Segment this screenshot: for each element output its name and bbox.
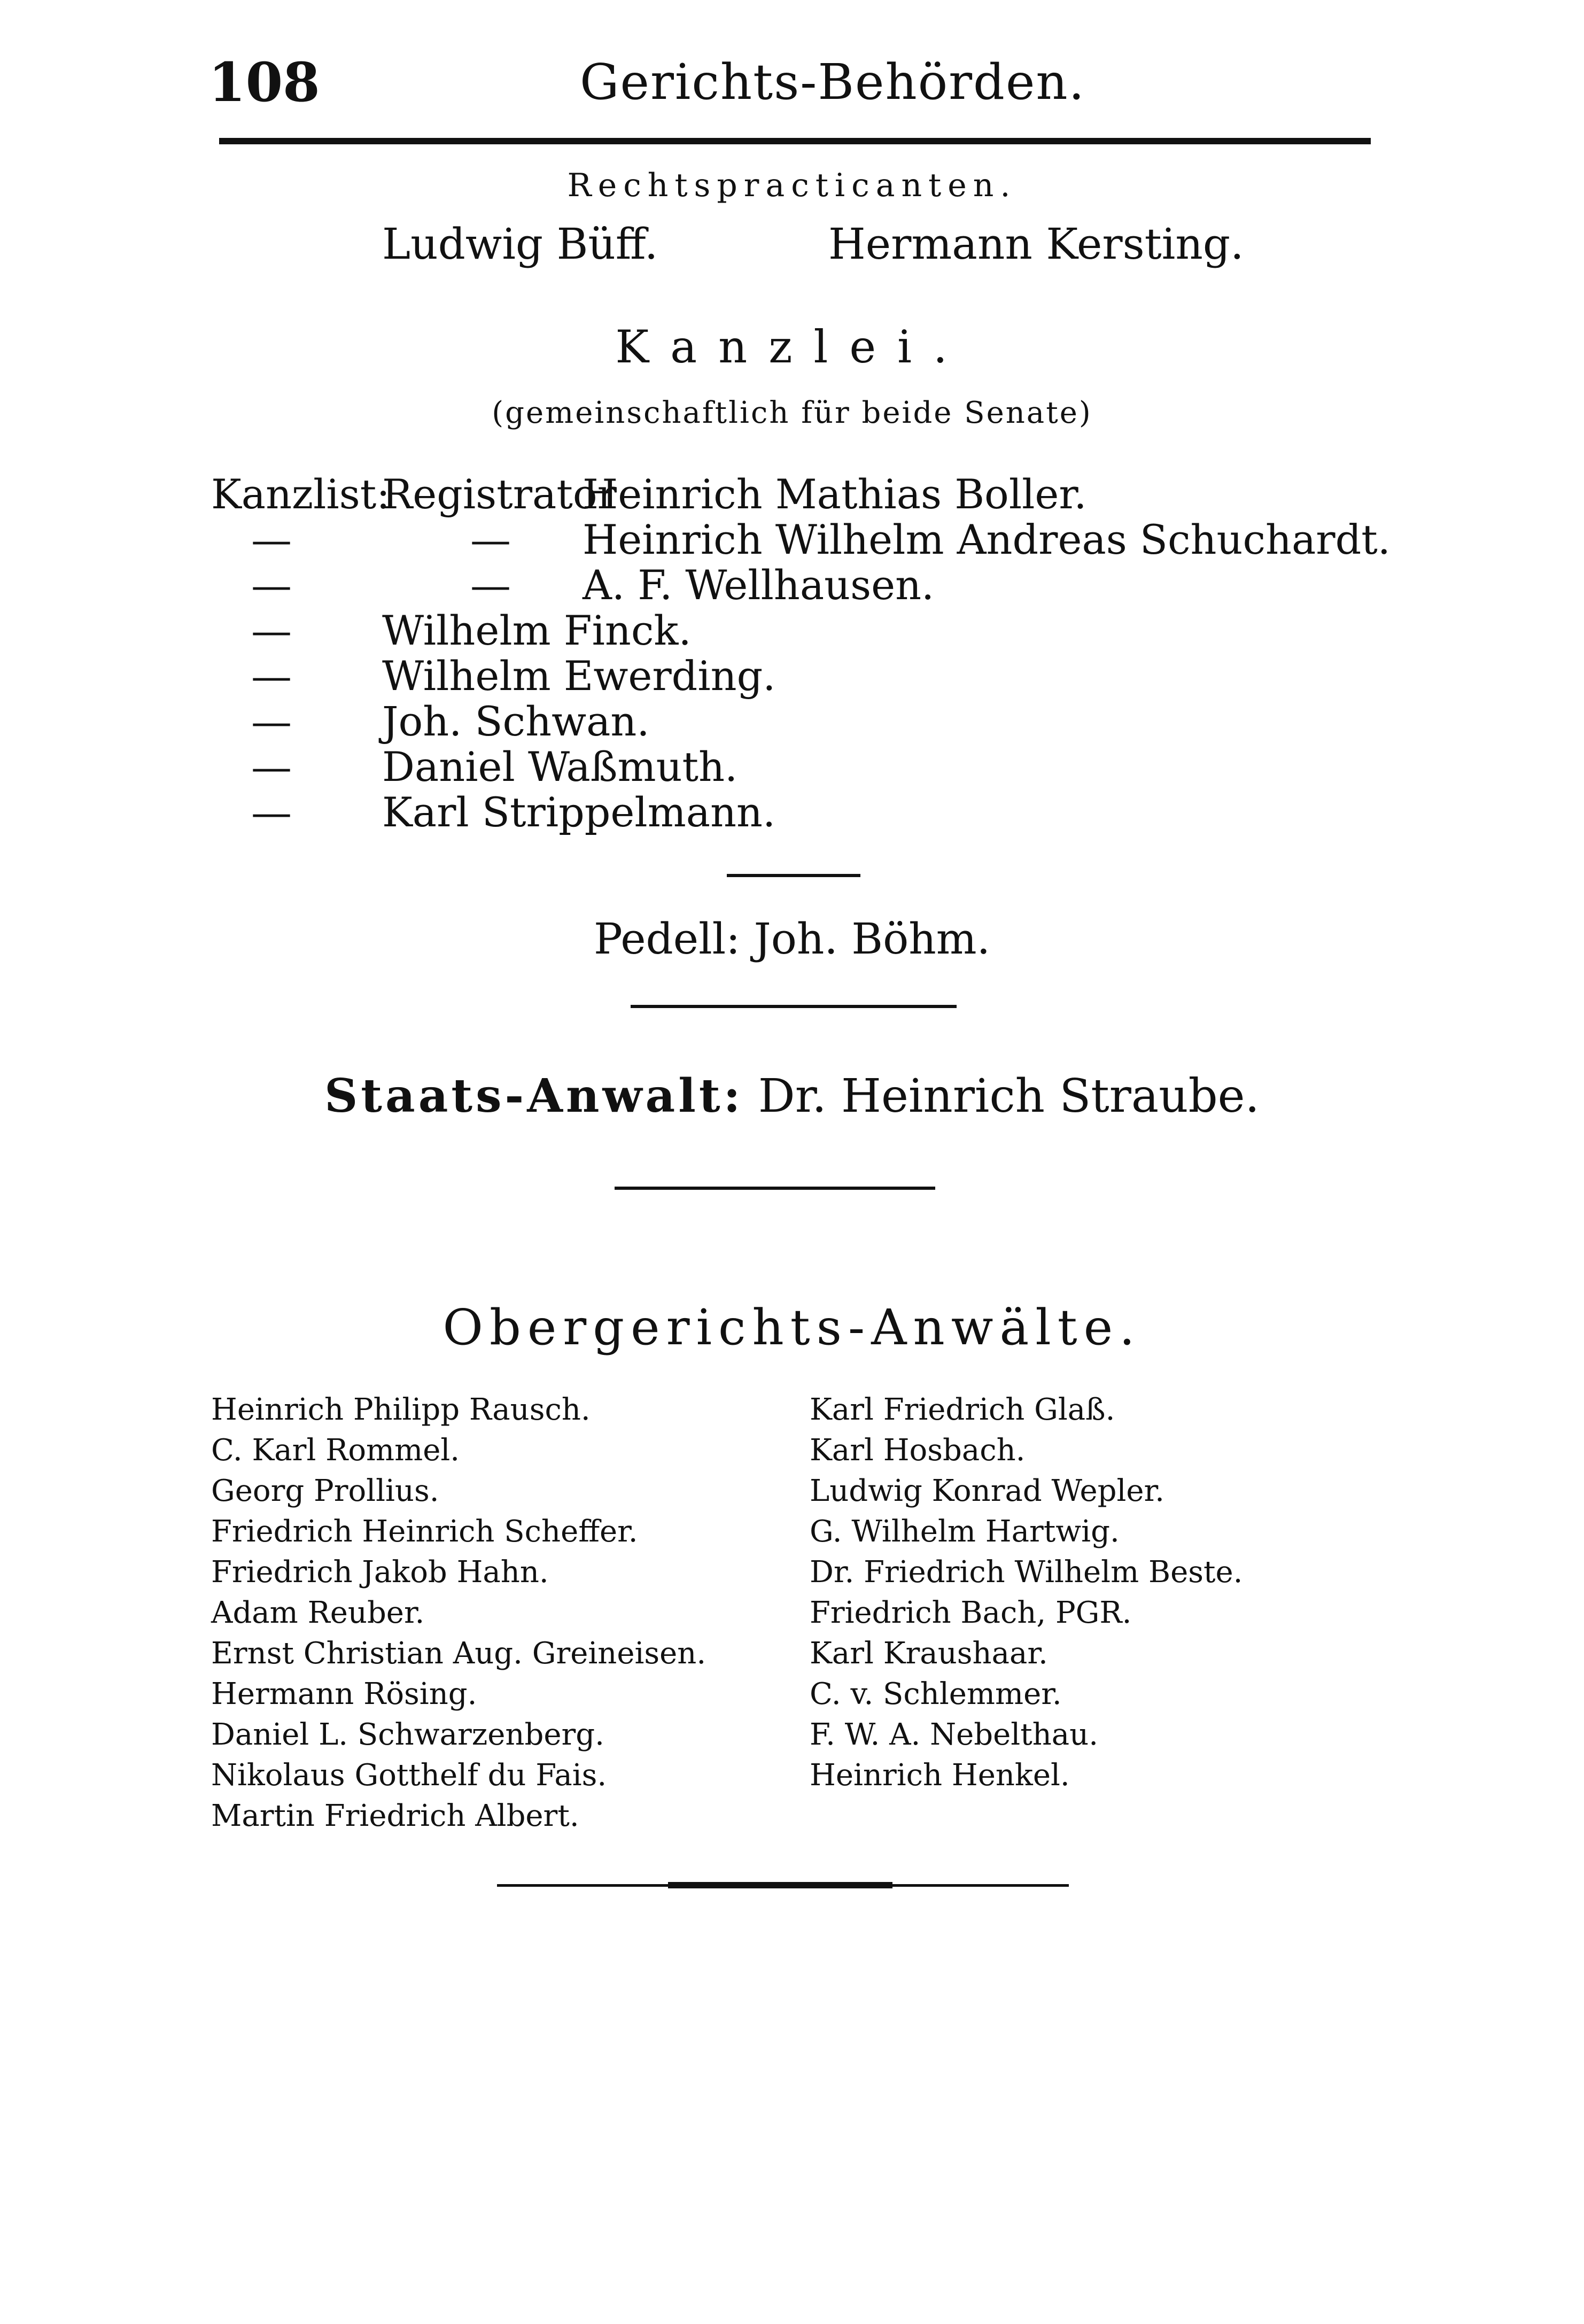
- anwalt-name: Dr. Friedrich Wilhelm Beste.: [810, 1555, 1243, 1590]
- section-divider: [631, 1005, 957, 1008]
- pedell-line: [0, 914, 1584, 964]
- anwalt-name: Friedrich Bach, PGR.: [810, 1595, 1132, 1630]
- section-title-kanzlei: Kanzlei.: [615, 321, 969, 373]
- section-divider: [727, 874, 860, 877]
- anwalt-name: Friedrich Heinrich Scheffer.: [211, 1514, 638, 1549]
- kanzlei-name: Daniel Waßmuth.: [382, 743, 738, 791]
- anwaelte-right-column: [810, 1390, 1243, 1796]
- anwalt-name: Martin Friedrich Albert.: [211, 1799, 579, 1833]
- anwalt-name: Friedrich Jakob Hahn.: [211, 1555, 549, 1590]
- running-head: Gerichts-Behörden.: [580, 53, 1085, 111]
- ditto-dash: —: [470, 516, 511, 563]
- ditto-dash: —: [251, 561, 292, 609]
- kanzlei-name: Heinrich Mathias Boller.: [583, 470, 1087, 518]
- anwalt-name: Georg Prollius.: [211, 1474, 439, 1508]
- kanzlei-name: Wilhelm Finck.: [382, 607, 692, 654]
- ditto-dash: —: [470, 561, 511, 609]
- kanzlei-name: Karl Strippelmann.: [382, 788, 776, 836]
- pedell-name: Joh. Böhm.: [754, 914, 991, 964]
- kanzlei-name: A. F. Wellhausen.: [583, 561, 935, 609]
- anwalt-name: C. v. Schlemmer.: [810, 1677, 1062, 1711]
- staats-anwalt-line: [0, 1069, 1584, 1123]
- section-divider: [615, 1187, 935, 1190]
- kanzlei-name: Heinrich Wilhelm Andreas Schuchardt.: [583, 516, 1391, 563]
- ditto-dash: —: [251, 607, 292, 654]
- kanzlei-note: (gemeinschaftlich für beide Senate): [492, 396, 1092, 430]
- section-title-rechtspracticanten: Rechtspracticanten.: [567, 167, 1017, 204]
- anwalt-name: Ernst Christian Aug. Greineisen.: [211, 1636, 706, 1671]
- anwalt-name: Heinrich Henkel.: [810, 1758, 1070, 1793]
- anwalt-name: Karl Hosbach.: [810, 1433, 1026, 1468]
- kanzlist-label: Kanzlist:: [211, 470, 390, 518]
- anwalt-name: Heinrich Philipp Rausch.: [211, 1392, 591, 1427]
- ditto-dash: —: [251, 516, 292, 563]
- ditto-dash: —: [251, 652, 292, 700]
- anwalt-name: F. W. A. Nebelthau.: [810, 1717, 1099, 1752]
- practicant-name: Hermann Kersting.: [828, 219, 1244, 269]
- bottom-ornament-swell: [668, 1882, 892, 1888]
- kanzlei-name: Joh. Schwan.: [382, 698, 650, 745]
- staats-anwalt-name: Dr. Heinrich Straube.: [758, 1070, 1260, 1123]
- anwalt-name: Nikolaus Gotthelf du Fais.: [211, 1758, 607, 1793]
- kanzlei-name: Wilhelm Ewerding.: [382, 652, 776, 700]
- ditto-dash: —: [251, 698, 292, 745]
- anwalt-name: Karl Kraushaar.: [810, 1636, 1048, 1671]
- anwalt-name: Hermann Rösing.: [211, 1677, 477, 1711]
- header-rule: [219, 138, 1371, 144]
- anwalt-name: Adam Reuber.: [211, 1595, 425, 1630]
- ditto-dash: —: [251, 788, 292, 836]
- anwaelte-left-column: [211, 1390, 706, 1837]
- anwalt-name: Daniel L. Schwarzenberg.: [211, 1717, 604, 1752]
- section-title-obergerichts-anwaelte: Obergerichts-Anwälte.: [442, 1299, 1142, 1356]
- ditto-dash: —: [251, 743, 292, 791]
- page-number: 108: [208, 51, 320, 114]
- practicant-name: Ludwig Büff.: [382, 219, 658, 269]
- pedell-label: Pedell:: [593, 914, 741, 964]
- anwalt-name: Karl Friedrich Glaß.: [810, 1392, 1115, 1427]
- staats-anwalt-label: Staats-Anwalt:: [324, 1069, 744, 1123]
- anwalt-name: G. Wilhelm Hartwig.: [810, 1514, 1120, 1549]
- anwalt-name: C. Karl Rommel.: [211, 1433, 460, 1468]
- registrator-label: Registrator: [382, 470, 617, 518]
- anwalt-name: Ludwig Konrad Wepler.: [810, 1474, 1164, 1508]
